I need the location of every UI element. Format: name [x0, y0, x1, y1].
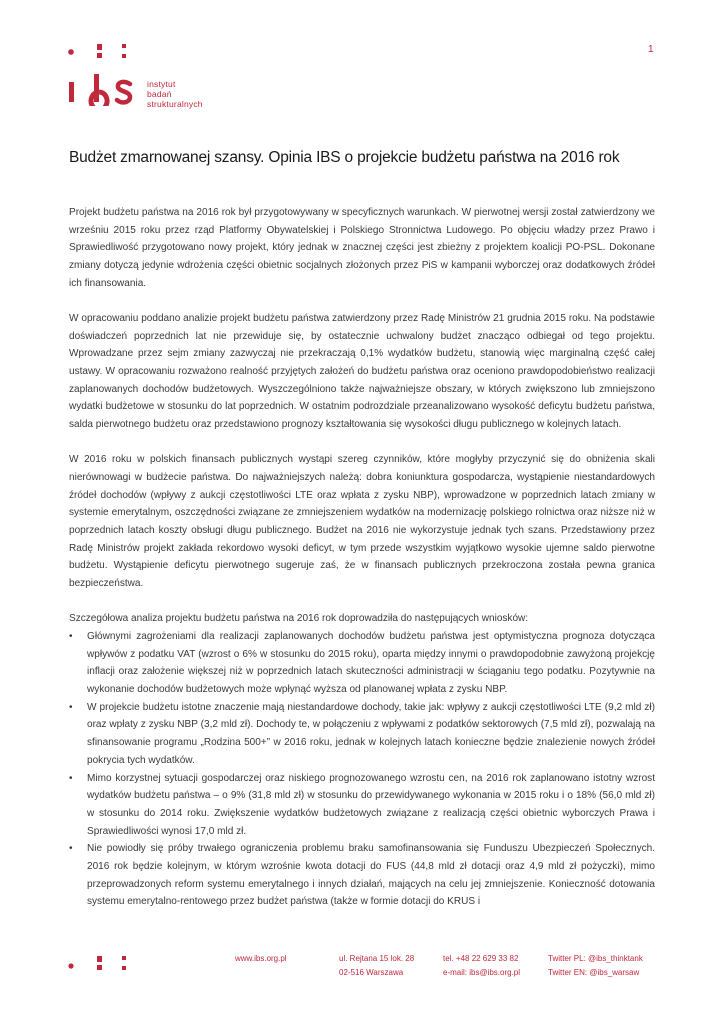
website-link[interactable]: www.ibs.org.pl	[235, 954, 287, 963]
document-body	[69, 204, 655, 911]
list-item	[69, 840, 655, 911]
logo-line-3: strukturalnych	[147, 99, 203, 109]
list-item-text: Mimo korzystnej sytuacji gospodarczej oraz niskiego prognozowanego wzrostu cen, na 2016 rok zaplanowano istotny wzrost wydatków budżetu państwa – o 9% (31,8 mld zł) w stosunku do przewidywanego wykonania w 2015 roku i o 18% (56,0 mld zł) w stosunku do 2014 roku. Zwiększenie wydatków budżetowych związane z realizacją części obietnic wyborczych Prawa i Sprawiedliwości wynosi 17,0 mld zł.	[87, 772, 655, 837]
footer-contact	[443, 952, 520, 980]
paragraph-3: W 2016 roku w polskich finansach publicznych wystąpi szereg czynników, które mogłyby przyczynić się do obniżenia skali nierównowagi w budżecie państwa. Do najważniejszych należą: dobra koniunktura gospodarcza, wystąpienie niestandardowych źródeł dochodów (wpływy z aukcji częstotliwości LTE oraz wpłata z zysku NBP), wprowadzone w poprzednich latach zmiany w systemie emerytalnym, oszczędności związane ze zmniejszeniem wydatków na modernizację polskiego rolnictwa oraz niższe niż w poprzednich latach koszty obsługi długu publicznego. Budżet na 2016 nie wykorzystuje jednak tych szans. Przedstawiony przez Radę Ministrów projekt zakłada rekordowo wysoki deficyt, w tym przede wszystkim wyjątkowo wysokie ujemne saldo pierwotne budżetu. Wystąpienie deficytu pierwotnego sugeruje zaś, że w finansach publicznych przekroczona została pewna granica bezpieczeństwa.	[69, 454, 655, 590]
page-number: 1	[648, 44, 654, 55]
document-title: Budżet zmarnowanej szansy. Opinia IBS o projekcie budżetu państwa na 2016 rok	[69, 149, 620, 166]
footer-logo-mark	[68, 954, 132, 974]
logo-line-1: instytut	[147, 79, 176, 89]
footer-website[interactable]	[235, 952, 287, 966]
list-item	[69, 699, 655, 770]
bullet-icon: •	[69, 630, 73, 642]
twitter-en-link[interactable]: Twitter EN: @ibs_warsaw	[548, 968, 640, 977]
ibs-logo-mark	[68, 44, 148, 106]
twitter-pl-link[interactable]: Twitter PL: @ibs_thinktank	[548, 954, 643, 963]
footer-address	[339, 952, 414, 980]
paragraph-2: W opracowaniu poddano analizie projekt budżetu państwa zatwierdzony przez Radę Ministrów 21 grudnia 2015 roku. Na podstawie doświadczeń poprzednich lat nie przewiduje się, by ostatecznie uchwalony budżet znacząco odbiegał od tego projektu. Wprowadzane przez sejm zmiany zazwyczaj nie przekraczają 0,1% wydatków budżetu, stanowią więc marginalną część całej ustawy. W opracowaniu rozważono realność przyjętych założeń do budżetu państwa oraz oceniono prawdopodobieństwo realizacji zaplanowanych dochodów budżetowych. Wyszczególniono także najważniejsze obszary, w których zwiększono lub zmniejszono wydatki budżetowe w stosunku do lat poprzednich. W ostatnim podrozdziale przeanalizowano wysokość deficytu budżetu państwa, salda pierwotnego budżetu oraz przedstawiono prognozy kształtowania się wysokości długu publicznego w kolejnych latach.	[69, 312, 655, 431]
list-item-text: W projekcie budżetu istotne znaczenie mają niestandardowe dochody, takie jak: wpływy z aukcji częstotliwości LTE (9,2 mld zł) oraz wpłaty z zysku NBP (3,2 mld zł). Dochody te, w połączeniu z wpływami z podatków sektorowych (7,5 mld zł), pozwalają na sfinansowanie programu „Rodzina 500+” w 2016 roku, jednak w kolejnych latach konieczne będzie znalezienie nowych źródeł pokrycia tych wydatków.	[87, 701, 655, 766]
address-line-1: ul. Rejtana 15 lok. 28	[339, 954, 415, 963]
list-item-text: Nie powiodły się próby trwałego ograniczenia problemu braku samofinansowania się Funduszu Ubezpieczeń Społecznych. 2016 rok będzie kolejnym, w którym wzrośnie kwota dotacji do FUS (44,8 mld zł dotacji oraz 4,9 mld zł pożyczki), mimo przeprowadzonych reform systemu emerytalnego i innych działań, mających na celu jej zmniejszenie. Konieczność dotowania systemu emerytalno-rentowego przez budżet państwa (także w formie dotacji do KRUS i	[87, 843, 655, 908]
logo-line-2: badań	[147, 89, 172, 99]
list-item	[69, 628, 655, 699]
phone-number: tel. +48 22 629 33 82	[443, 954, 519, 963]
bullet-icon: •	[69, 843, 73, 855]
conclusions-intro: Szczegółowa analiza projektu budżetu państwa na 2016 rok doprowadziła do następujących wniosków:	[69, 613, 529, 625]
ibs-dots-icon	[68, 954, 132, 974]
conclusions-list	[69, 628, 655, 911]
bullet-icon: •	[69, 701, 73, 713]
paragraph-1: Projekt budżetu państwa na 2016 rok był przygotowywany w specyficznych warunkach. W pierwotnej wersji został zatwierdzony we wrześniu 2015 roku przez rząd Platformy Obywatelskiej i Polskiego Stronnictwa Ludowego. Po objęciu władzy przez Prawo i Sprawiedliwość przygotowano nowy projekt, który jednak w znacznej części jest zbieżny z projektem koalicji PO-PSL. Dokonane zmiany dotyczą jedynie wdrożenia części obietnic socjalnych złożonych przez PiS w kampanii wyborczej oraz dodatkowych źródeł ich finansowania.	[69, 207, 655, 289]
address-line-2: 02-516 Warszawa	[339, 968, 404, 977]
ibs-logo-text	[147, 79, 203, 109]
list-item-text: Głównymi zagrożeniami dla realizacji zaplanowanych dochodów budżetu państwa jest optymistyczna prognoza dotycząca wpływów z podatku VAT (wzrost o 6% w stosunku do 2015 roku), oparta między innymi o prawdopodobnie zawyżoną projekcję inflacji oraz założenie większej niż w poprzednich latach skuteczności administracji w ściąganiu tego podatku. Pozytywnie na wykonanie dochodów budżetowych może wpłynąć wyższa od planowanej wpłata z zysku NBP.	[87, 630, 655, 696]
email-link[interactable]: e-mail: ibs@ibs.org.pl	[443, 968, 521, 977]
bullet-icon: •	[69, 772, 73, 784]
list-item	[69, 770, 655, 841]
footer-social	[548, 952, 643, 980]
